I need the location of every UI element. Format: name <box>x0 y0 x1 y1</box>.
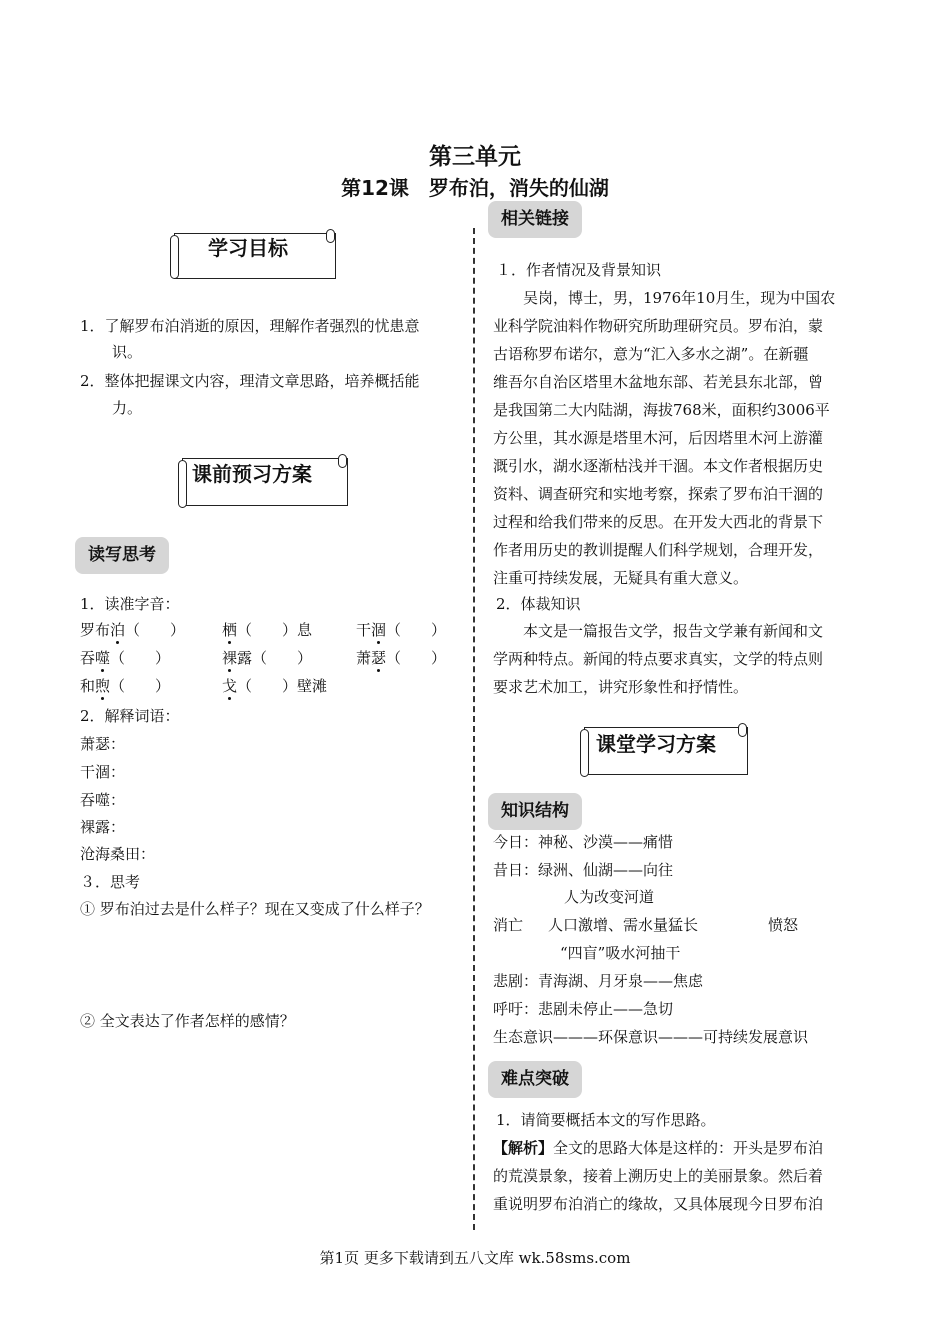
analysis-paragraph: 【解析】全文的思路大体是这样的：开头是罗布泊 的荒漠景象，接着上溯历史上的美丽景象。然后着 重说明罗布泊消亡的缘故，又具体展现今日罗布泊 <box>493 1139 824 1213</box>
word-item: 裸露： <box>80 818 126 836</box>
structure-line: “四盲”吸水河抽干 <box>560 944 681 962</box>
difficulty-question: 1．请简要概括本文的写作思路。 <box>496 1111 716 1129</box>
question-1-title: 1．读准字音： <box>80 595 180 613</box>
word-item: 沧海桑田： <box>80 845 156 863</box>
analysis-label: 【解析】 <box>493 1139 554 1157</box>
pron-item: 裸露（ ） <box>222 649 313 667</box>
section-title: １．作者情况及背景知识 <box>496 261 662 279</box>
question-2-title: 2．解释词语： <box>80 707 180 725</box>
goal-banner <box>168 229 340 281</box>
goal-line: 1．了解罗布泊消逝的原因，理解作者强烈的忧患意 <box>80 317 420 335</box>
structure-line: 昔日：绿洲、仙湖——向往 <box>493 861 674 879</box>
structure-line: 人为改变河道 <box>564 888 655 906</box>
structure-line: 今日：神秘、沙漠——痛惜 <box>493 833 674 851</box>
pron-item: 萧瑟（ ） <box>356 649 447 667</box>
pron-item: 和煦（ ） <box>80 677 171 695</box>
structure-line: 生态意识———环保意识———可持续发展意识 <box>493 1028 809 1046</box>
knowledge-structure-tag: 知识结构 <box>488 793 582 830</box>
genre-paragraph: 本文是一篇报告文学，报告文学兼有新闻和文 学两种特点。新闻的特点要求真实，文学的特点则 要求艺术加工，讲究形象性和抒情性。 <box>493 622 824 696</box>
difficulty-tag: 难点突破 <box>488 1061 582 1098</box>
section-title: 2．体裁知识 <box>496 595 581 613</box>
pron-item: 干涸（ ） <box>356 621 447 639</box>
pron-item: 罗布泊（ ） <box>80 621 186 639</box>
word-item: 干涸： <box>80 763 126 781</box>
column-divider <box>473 228 475 1230</box>
goal-line: 识。 <box>112 343 143 361</box>
goal-line: 力。 <box>112 399 143 417</box>
unit-title: 第三单元 <box>429 144 521 170</box>
goal-line: 2．整体把握课文内容，理清文章思路，培养概括能 <box>80 372 420 390</box>
structure-line: 愤怒 <box>768 916 799 934</box>
related-links-tag: 相关链接 <box>488 201 582 238</box>
class-banner <box>578 723 752 779</box>
class-banner-label: 课堂学习方案 <box>596 732 716 756</box>
word-item: 萧瑟： <box>80 735 126 753</box>
lesson-title: 第12课 罗布泊，消失的仙湖 <box>341 176 609 200</box>
preview-banner-label: 课前预习方案 <box>192 462 312 486</box>
think-question: ② 全文表达了作者怎样的感情？ <box>80 1012 295 1030</box>
pron-item: 戈（ ）壁滩 <box>222 677 328 695</box>
background-paragraph: 吴岗，博士，男，1976年10月生，现为中国农 业科学院油料作物研究所助理研究员。罗布泊，蒙 古语称罗布诺尔，意为“汇入多水之湖”。在新疆 维吾尔自治区塔里木盆地东部、若羌县东北部，曾 是我国第二大内陆湖，海拔768米，面积约3006平 方公里，其水源是塔里木河，后因塔里木河上游灌 溉引水，湖水逐渐枯浅并干涸。本文作者根据历史 资料、调查研究和实地考察，探索了罗布泊干涸的 过程和给我们带来的反思。在开发大西北的背景下 作者用历史的教训提醒人们科学规划，合理开发， 注重可持续发展，无疑具有重大意义。 <box>493 289 836 587</box>
structure-line: 消亡 <box>493 916 524 934</box>
goal-banner-label: 学习目标 <box>208 236 288 260</box>
structure-line: 悲剧：青海湖、月牙泉——焦虑 <box>493 972 704 990</box>
pron-item: 吞噬（ ） <box>80 649 171 667</box>
question-3-title: ３．思考 <box>80 873 141 891</box>
pron-item: 栖（ ）息 <box>222 621 313 639</box>
preview-banner <box>176 454 352 508</box>
think-question: ① 罗布泊过去是什么样子？现在又变成了什么样子？ <box>80 900 430 918</box>
word-item: 吞噬： <box>80 791 126 809</box>
page-footer: 第1页 更多下载请到五八文库 wk.58sms.com <box>319 1249 631 1267</box>
structure-line: 呼吁：悲剧未停止——急切 <box>493 1000 674 1018</box>
structure-line: 人口激增、需水量猛长 <box>548 916 699 934</box>
read-think-tag: 读写思考 <box>75 537 169 574</box>
